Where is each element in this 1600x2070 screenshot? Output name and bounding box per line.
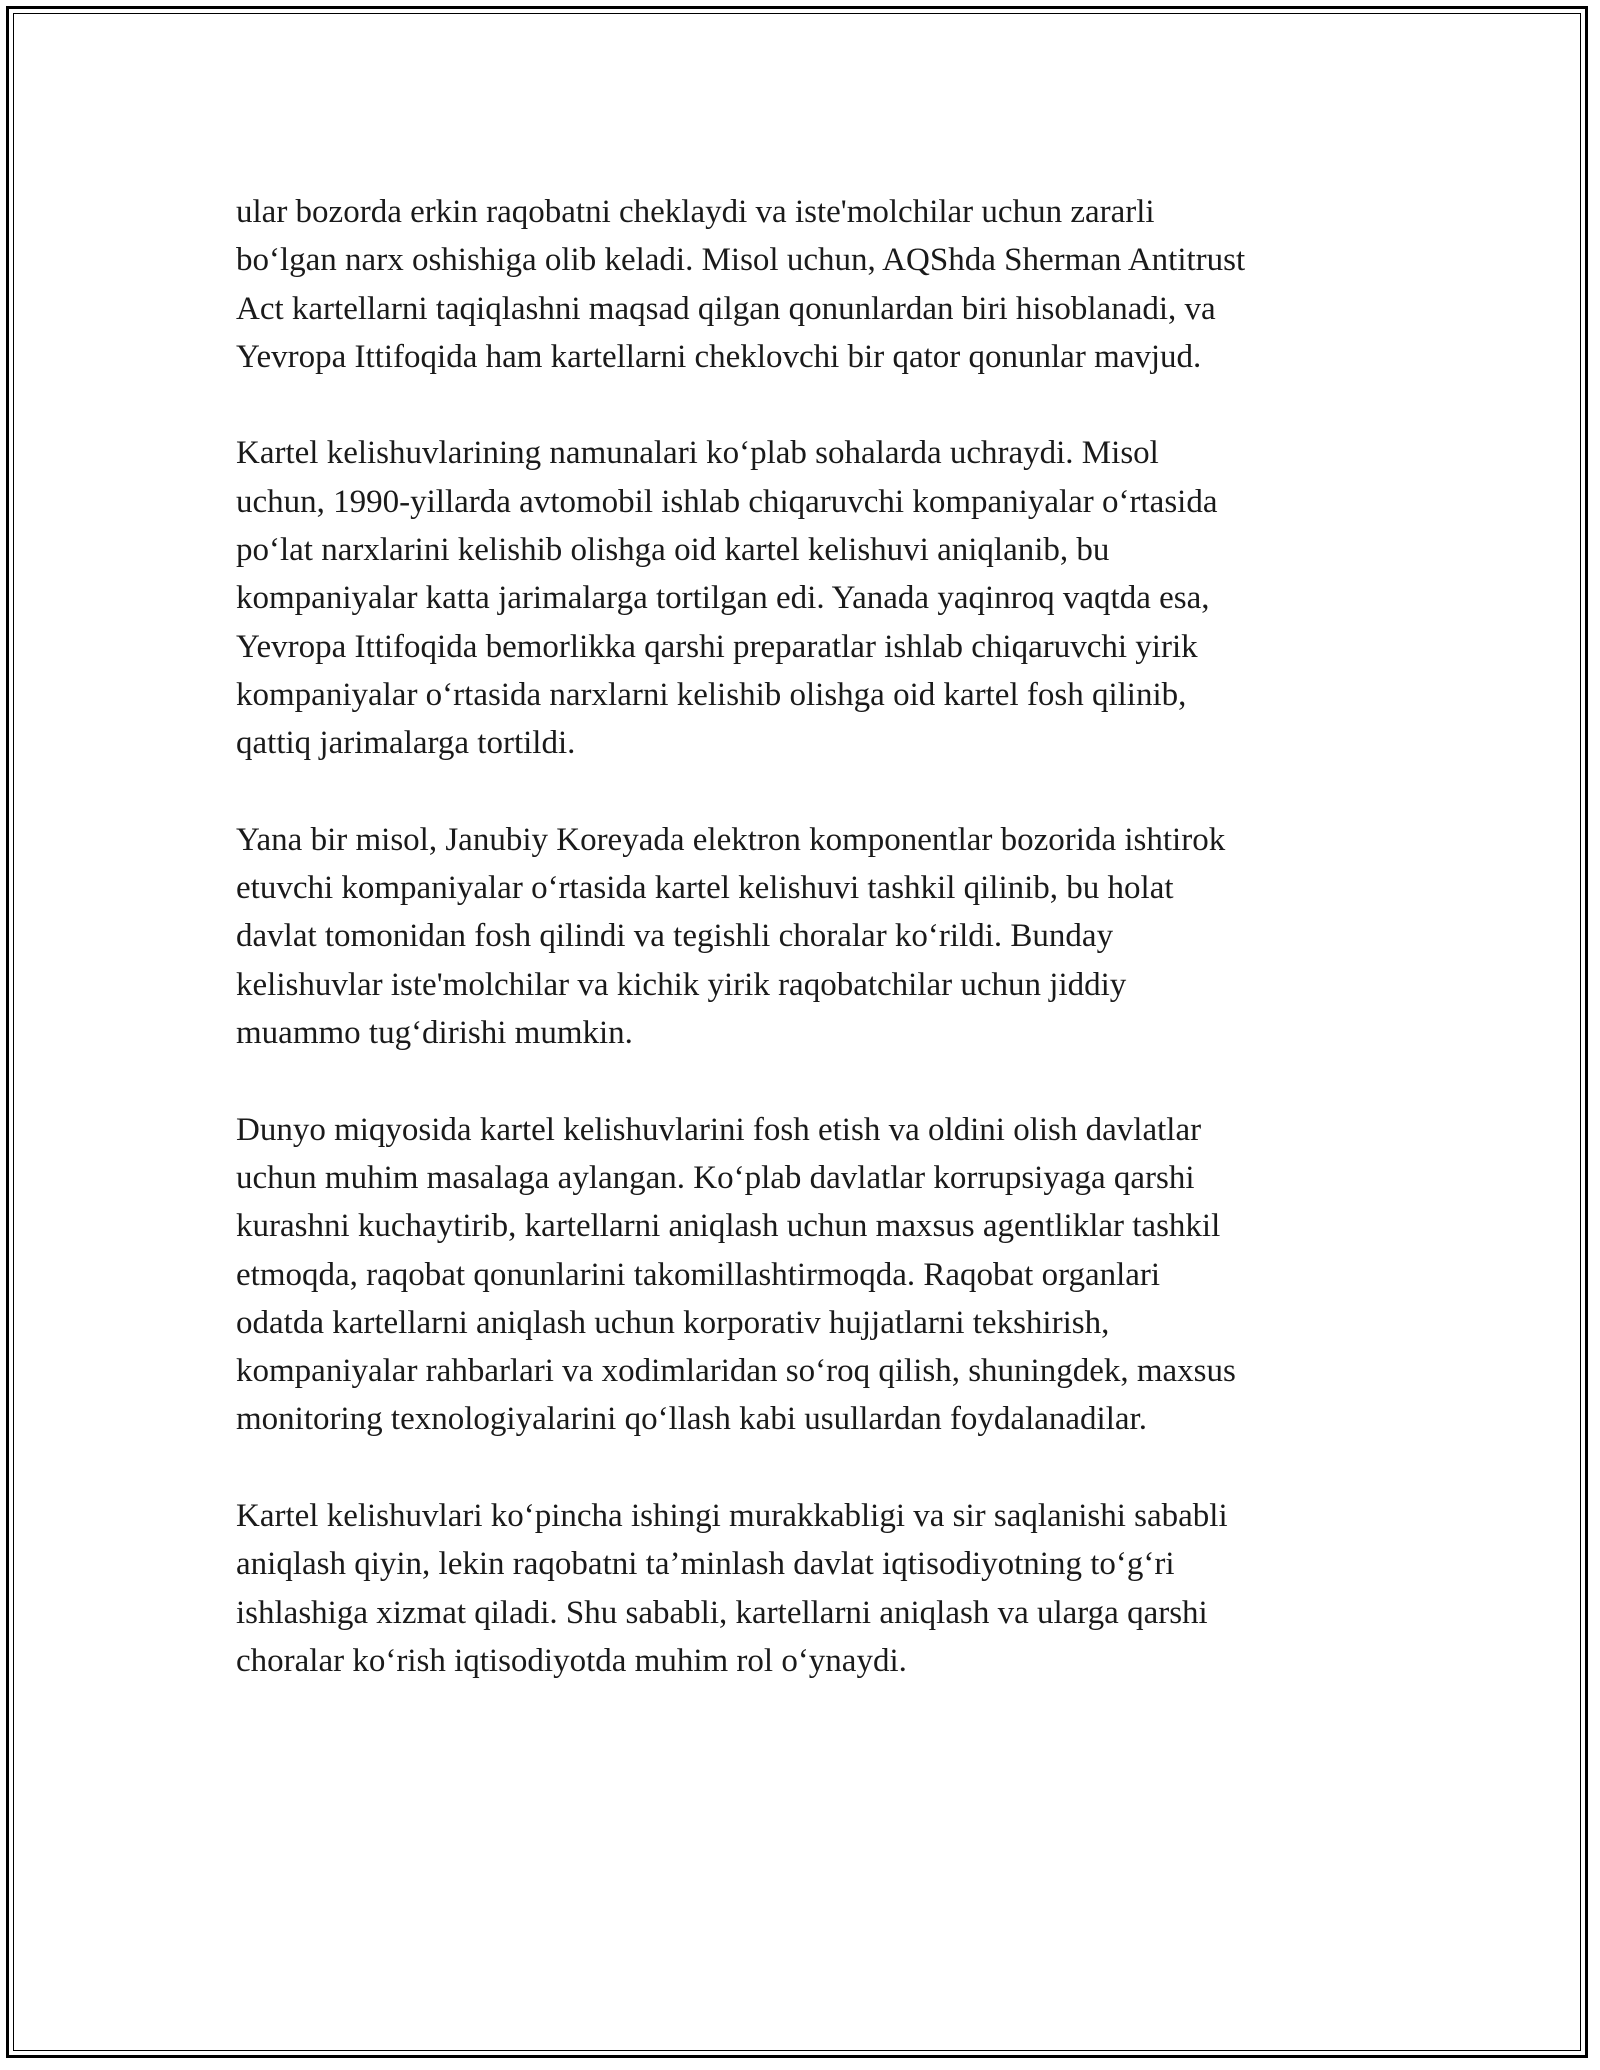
text-line: kompaniyalar katta jarimalarga tortilgan edi. Yanada yaqinroq vaqtda esa, <box>236 580 1210 617</box>
text-line: ishlashiga xizmat qiladi. Shu sababli, kartellarni aniqlash va ularga qarshi <box>236 1594 1208 1631</box>
text-line: kurashni kuchaytirib, kartellarni aniqlash uchun maxsus agentliklar tashkil <box>236 1208 1221 1245</box>
paragraph-5 <box>236 1492 1376 1685</box>
text-line: uchun muhim masalaga aylangan. Ko‘plab davlatlar korrupsiyaga qarshi <box>236 1159 1195 1196</box>
text-line: uchun, 1990-yillarda avtomobil ishlab chiqaruvchi kompaniyalar o‘rtasida <box>236 483 1218 520</box>
paragraph-2 <box>236 429 1376 767</box>
text-line: kompaniyalar rahbarlari va xodimlaridan so‘roq qilish, shuningdek, maxsus <box>236 1353 1236 1390</box>
text-line: Kartel kelishuvlarining namunalari ko‘plab sohalarda uchraydi. Misol <box>236 435 1159 472</box>
text-line: davlat tomonidan fosh qilindi va tegishli choralar ko‘rildi. Bunday <box>236 918 1114 955</box>
text-line: muammo tug‘dirishi mumkin. <box>236 1015 633 1052</box>
text-line: etmoqda, raqobat qonunlarini takomillashtirmoqda. Raqobat organlari <box>236 1256 1161 1293</box>
text-line: choralar ko‘rish iqtisodiyotda muhim rol o‘ynaydi. <box>236 1642 907 1679</box>
text-line: odatda kartellarni aniqlash uchun korporativ hujjatlarni tekshirish, <box>236 1304 1110 1341</box>
paragraph-1 <box>236 188 1376 381</box>
text-line: kelishuvlar iste'molchilar va kichik yirik raqobatchilar uchun jiddiy <box>236 966 1127 1003</box>
text-line: aniqlash qiyin, lekin raqobatni ta’minlash davlat iqtisodiyotning to‘g‘ri <box>236 1546 1175 1583</box>
text-line: kompaniyalar o‘rtasida narxlarni kelishib olishga oid kartel fosh qilinib, <box>236 676 1187 713</box>
document-body <box>236 188 1376 1734</box>
paragraph-4 <box>236 1106 1376 1444</box>
text-line: Kartel kelishuvlari ko‘pincha ishingi murakkabligi va sir saqlanishi sababli <box>236 1498 1228 1535</box>
text-line: bo‘lgan narx oshishiga olib keladi. Misol uchun, AQShda Sherman Antitrust <box>236 242 1246 279</box>
text-line: ular bozorda erkin raqobatni cheklaydi va iste'molchilar uchun zararli <box>236 194 1155 230</box>
text-line: po‘lat narxlarini kelishib olishga oid kartel kelishuvi aniqlanib, bu <box>236 532 1110 569</box>
paragraph-3 <box>236 816 1376 1057</box>
text-line: monitoring texnologiyalarini qo‘llash kabi usullardan foydalanadilar. <box>236 1401 1147 1438</box>
text-line: etuvchi kompaniyalar o‘rtasida kartel kelishuvi tashkil qilinib, bu holat <box>236 870 1174 907</box>
text-line: Yevropa Ittifoqida bemorlikka qarshi preparatlar ishlab chiqaruvchi yirik <box>236 628 1198 665</box>
text-line: qattiq jarimalarga tortildi. <box>236 725 576 762</box>
text-line: Yevropa Ittifoqida ham kartellarni cheklovchi bir qator qonunlar mavjud. <box>236 338 1202 375</box>
text-line: Yana bir misol, Janubiy Koreyada elektron komponentlar bozorida ishtirok <box>236 821 1226 858</box>
text-line: Act kartellarni taqiqlashni maqsad qilgan qonunlardan biri hisoblanadi, va <box>236 290 1216 327</box>
text-line: Dunyo miqyosida kartel kelishuvlarini fosh etish va oldini olish davlatlar <box>236 1111 1202 1148</box>
